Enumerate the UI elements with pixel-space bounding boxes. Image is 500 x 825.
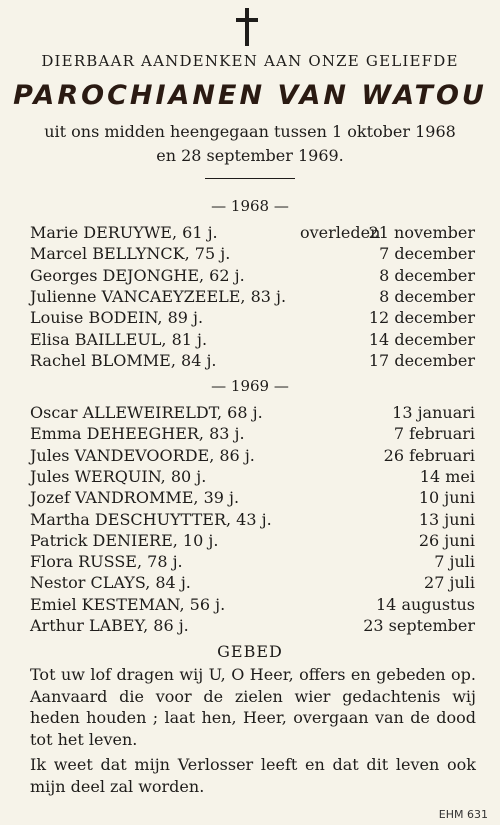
subtitle-line-1: uit ons midden heengegaan tussen 1 oktober 1968 [44,122,456,141]
death-date: 23 september [363,616,475,635]
death-date: 8 december [379,265,475,285]
death-date: 13 juni [418,509,475,529]
death-date: 26 februari [383,445,475,465]
deceased-name: Martha DESCHUYTTER, 43 j. [30,509,272,529]
deceased-name: Georges DEJONGHE, 62 j. [30,265,245,285]
list-item [30,573,475,594]
death-date: 7 juli [434,552,475,572]
deceased-name: Marie DERUYWE, 61 j. [30,223,218,242]
divider [205,178,295,179]
death-date: 10 juni [418,488,475,508]
death-date: 14 mei [419,466,475,486]
death-date: 17 december [368,350,475,370]
death-date: 14 december [368,329,475,349]
death-date: 27 juli [424,573,475,593]
list-item [30,244,475,265]
year-heading-1969: — 1969 — [211,377,289,395]
deceased-name: Jules WERQUIN, 80 j. [30,466,207,486]
prayer-paragraph-1: Tot uw lof dragen wij U, O Heer, offers en gebeden op. Aanvaard die voor de zielen wier gedachtenis wij heden houden ; laat hen, Heer, overgaan van de dood tot het leven. [30,665,476,749]
deceased-name: Rachel BLOMME, 84 j. [30,350,217,370]
list-item [30,616,475,637]
print-code: EHM 631 [438,808,488,821]
list-item [30,531,475,552]
list-item [30,330,475,351]
list-item [30,223,475,244]
card-title: PAROCHIANEN VAN WATOU [13,80,487,111]
death-date: 14 augustus [376,594,475,614]
list-item [30,287,475,308]
year-heading-1968: — 1968 — [211,197,289,215]
deceased-name: Julienne VANCAEYZEELE, 83 j. [30,286,287,306]
prayer-paragraph-2: Ik weet dat mijn Verlosser leeft en dat dit leven ook mijn deel zal worden. [30,755,476,796]
status-text: overleden [300,223,381,242]
prayer-title: GEBED [217,642,283,661]
list-item [30,446,475,467]
deceased-name: Nestor CLAYS, 84 j. [30,573,191,593]
death-date: 7 februari [393,424,475,444]
list-item [30,308,475,329]
death-date: 7 december [379,244,475,264]
list-item [30,403,475,424]
list-item [30,266,475,287]
list-item [30,595,475,616]
deceased-name: Patrick DENIERE, 10 j. [30,530,219,550]
deceased-name: Jules VANDEVOORDE, 86 j. [30,445,255,465]
subtitle-line-2: en 28 september 1969. [156,146,344,165]
list-item [30,351,475,372]
deceased-name: Louise BODEIN, 89 j. [30,308,204,328]
deceased-name: Oscar ALLEWEIRELDT, 68 j. [30,403,263,422]
deceased-name: Arthur LABEY, 86 j. [30,616,189,635]
heading-line: DIERBAAR AANDENKEN AAN ONZE GELIEFDE [41,52,459,70]
death-date: 13 januari [392,403,475,422]
cross-icon [236,8,258,46]
deceased-name: Jozef VANDROMME, 39 j. [30,488,240,508]
deceased-name: Emiel KESTEMAN, 56 j. [30,594,226,614]
list-item [30,424,475,445]
deceased-name: Emma DEHEEGHER, 83 j. [30,424,245,444]
death-date: 21 november [368,223,475,242]
deceased-name: Marcel BELLYNCK, 75 j. [30,244,231,264]
list-item [30,552,475,573]
list-item [30,488,475,509]
death-date: 26 juni [418,530,475,550]
death-date: 8 december [379,286,475,306]
deceased-name: Flora RUSSE, 78 j. [30,552,183,572]
deceased-name: Elisa BAILLEUL, 81 j. [30,329,208,349]
list-item [30,510,475,531]
death-date: 12 december [368,308,475,328]
list-item [30,467,475,488]
